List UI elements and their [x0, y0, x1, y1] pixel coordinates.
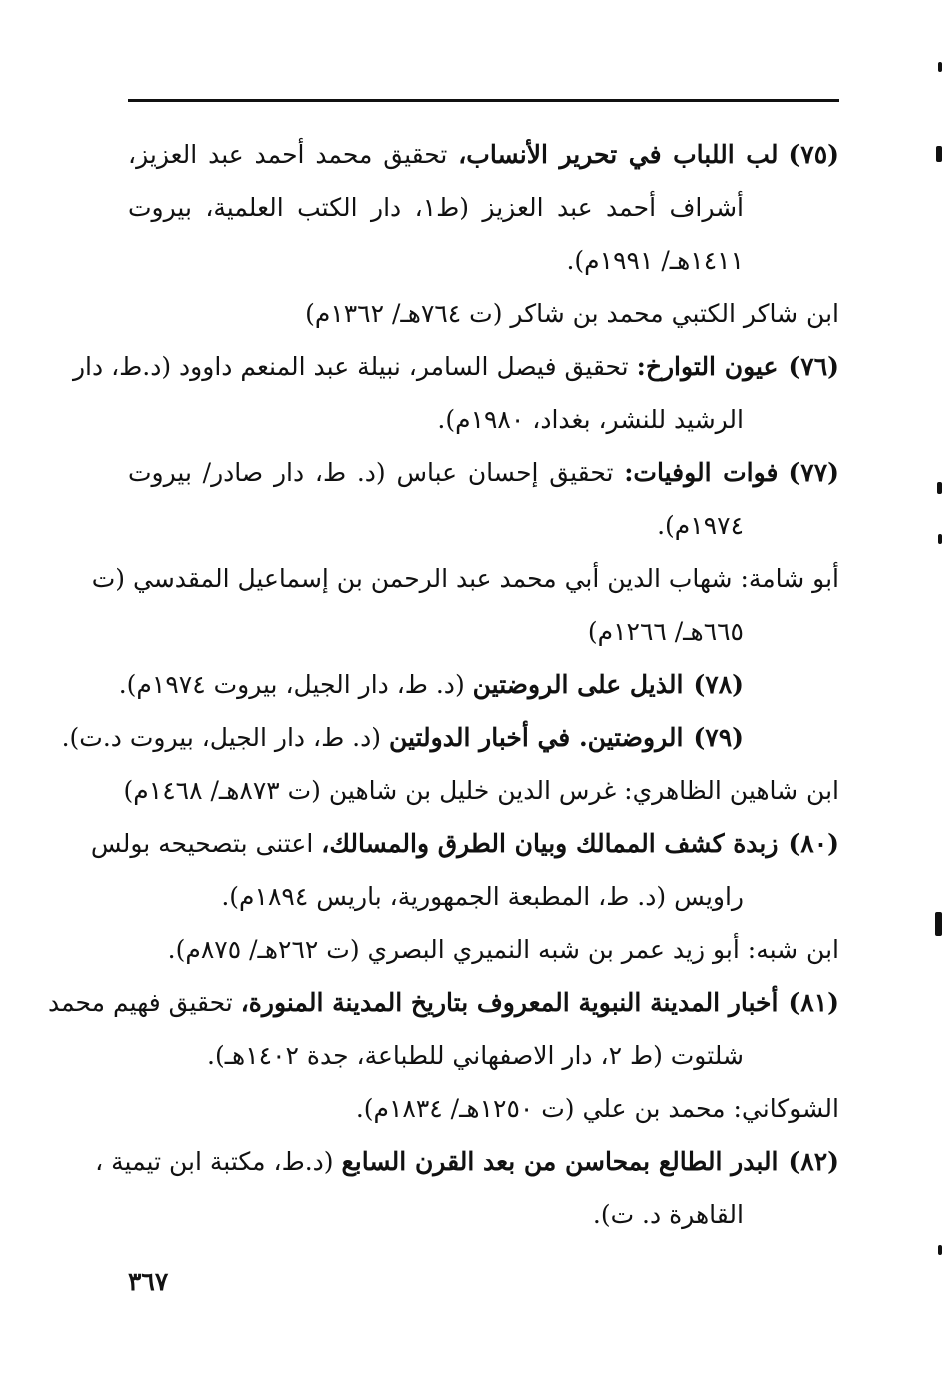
entry-81-line-2: شلتوت (ط ٢، دار الاصفهاني للطباعة، جدة ١٤٠٢هـ).: [207, 1041, 744, 1070]
entry-number: (٨١): [788, 988, 839, 1017]
entry-title: أخبار المدينة النبوية المعروف بتاريخ المدينة المنورة،: [240, 988, 779, 1017]
entry-title: فوات الوفيات:: [624, 458, 779, 487]
scan-edge-mark: [938, 62, 942, 72]
entry-details: (د. ط، دار الجيل، بيروت د.ت).: [61, 723, 389, 752]
entry-title: الروضتين. في أخبار الدولتين: [388, 723, 684, 752]
entry-title: البدر الطالع بمحاسن من بعد القرن السابع: [341, 1147, 779, 1176]
entry-77-line-1: [128, 446, 839, 499]
scan-edge-mark: [938, 534, 942, 544]
entry-details: اعتنى بتصحيحه بولس: [90, 829, 322, 858]
entry-title: زبدة كشف الممالك وبيان الطرق والمسالك،: [321, 829, 779, 858]
author-ibn-shabba: ابن شبه: أبو زيد عمر بن شبه النميري البصري (ت ٢٦٢هـ/ ٨٧٥م).: [167, 935, 839, 964]
author-shawkani: الشوكاني: محمد بن علي (ت ١٢٥٠هـ/ ١٨٣٤م).: [355, 1094, 839, 1123]
entry-76-line-1: [72, 340, 839, 393]
entry-81-line-1: [47, 976, 839, 1029]
entry-80-line-1: [90, 817, 839, 870]
entry-75-line-1: [128, 128, 839, 181]
author-abu-shama-line-2: ٦٦٥هـ/ ١٢٦٦م): [587, 617, 744, 646]
entry-78: [118, 658, 839, 711]
entry-number: (٧٥): [788, 140, 839, 169]
entry-79: [61, 711, 839, 764]
entry-title: الذيل على الروضتين: [472, 670, 684, 699]
entry-number: (٧٧): [788, 458, 839, 487]
entry-details: (د. ط، دار الجيل، بيروت ١٩٧٤م).: [118, 670, 473, 699]
author-abu-shama: أبو شامة: شهاب الدين أبي محمد عبد الرحمن بن إسماعيل المقدسي (ت: [91, 564, 839, 593]
entry-title: عيون التوارخ:: [636, 352, 779, 381]
entry-number: (٧٨): [693, 670, 744, 699]
entry-details: تحقيق فهيم محمد: [47, 988, 241, 1017]
entry-82-line-2: القاهرة د. ت).: [592, 1200, 744, 1229]
entry-75-line-3: ١٤١١هـ/ ١٩٩١م).: [566, 246, 744, 275]
entry-82-line-1: [95, 1135, 839, 1188]
entry-number: (٧٩): [693, 723, 744, 752]
header-rule: [128, 99, 839, 102]
entry-80-line-2: راويس (د. ط، المطبعة الجمهورية، باريس ١٨٩٤م).: [221, 882, 744, 911]
bibliography-list: [47, 128, 839, 1241]
entry-details: تحقيق فيصل السامر، نبيلة عبد المنعم داوود (د.ط، دار: [72, 352, 637, 381]
entry-number: (٧٦): [788, 352, 839, 381]
entry-details: (د.ط، مكتبة ابن تيمية ،: [95, 1147, 342, 1176]
page-number: ٣٦٧: [128, 1267, 169, 1296]
scan-edge-mark: [937, 482, 942, 494]
author-ibn-shakir: ابن شاكر الكتبي محمد بن شاكر (ت ٧٦٤هـ/ ١٣٦٢م): [305, 299, 839, 328]
entry-details: تحقيق إحسان عباس (د. ط، دار صادر/ بيروت: [128, 458, 625, 487]
author-ibn-shahin: ابن شاهين الظاهري: غرس الدين خليل بن شاهين (ت ٨٧٣هـ/ ١٤٦٨م): [123, 776, 839, 805]
entry-number: (٨٢): [788, 1147, 839, 1176]
entry-76-line-2: الرشيد للنشر، بغداد، ١٩٨٠م).: [437, 405, 744, 434]
scan-edge-mark: [936, 146, 942, 162]
entry-number: (٨٠): [788, 829, 839, 858]
scan-edge-mark: [935, 912, 942, 936]
entry-title: لب اللباب في تحرير الأنساب،: [458, 140, 779, 169]
entry-77-line-2: ١٩٧٤م).: [657, 511, 744, 540]
entry-details: تحقيق محمد أحمد عبد العزيز،: [128, 140, 459, 169]
scan-edge-mark: [938, 1245, 942, 1255]
entry-75-line-2: أشراف أحمد عبد العزيز (ط١، دار الكتب العلمية، بيروت: [128, 193, 744, 222]
